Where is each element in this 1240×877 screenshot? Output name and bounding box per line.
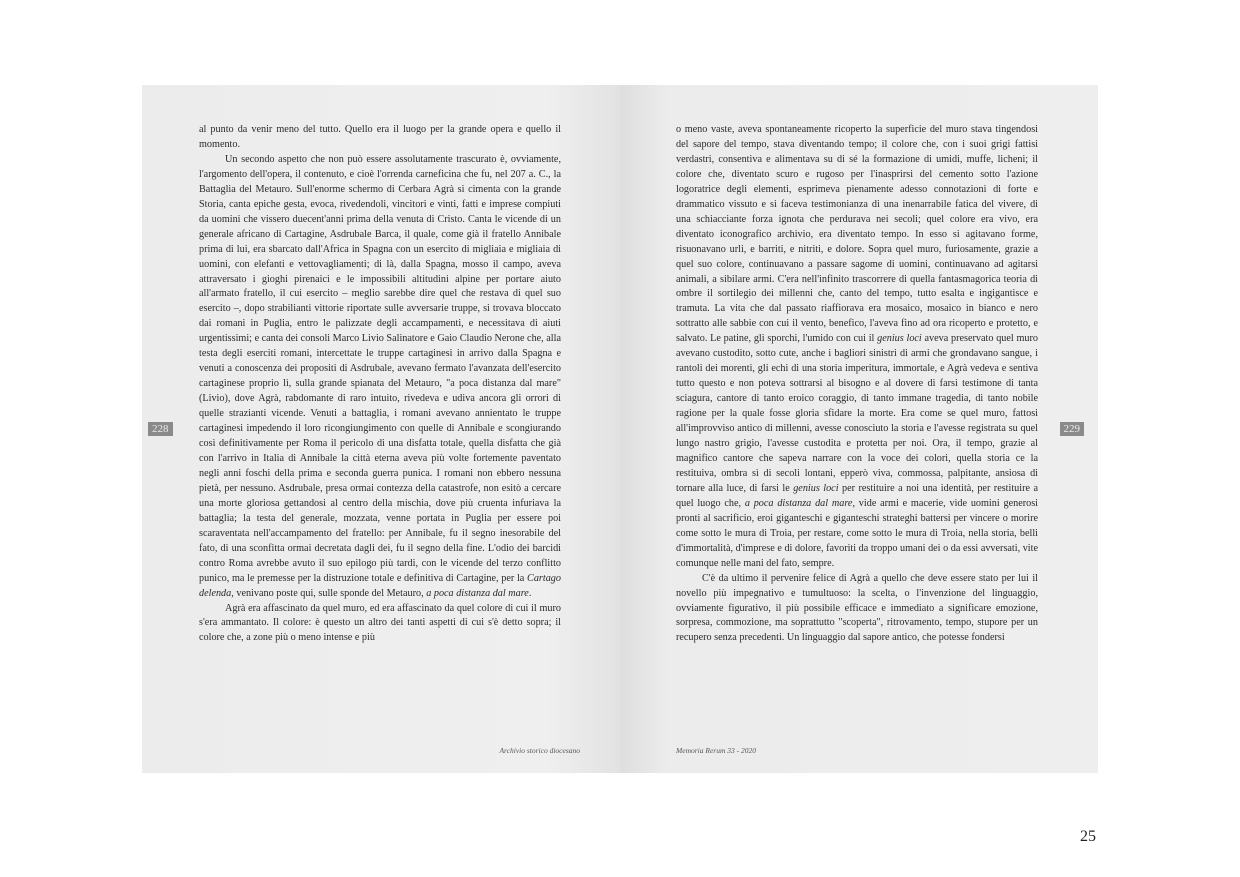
paragraph: al punto da venir meno del tutto. Quello era il luogo per la grande opera e quello il momento. [199,124,561,150]
left-page-number: 228 [148,422,173,436]
paragraph: Agrà era affascinato da quel muro, ed era affascinato da quel colore di cui il muro s'era ammantato. Il colore: è questo un altro dei tanti aspetti di cui s'è detto sopra; il colore che, a zone più o meno intense e più [199,602,561,644]
paragraph: o meno vaste, aveva spontaneamente ricoperto la superficie del muro stava tingendosi del sapore del tempo, stava diventando tempo; il colore che, con i suoi grigi fattisi verdastri, consentiva e alimentava su di sé la formazione di umidi, muffe, licheni; il colore che, diventato scuro e rugoso per l'inasprirsi del cemento sotto l'azione logoratrice degli elementi, esprimeva pienamente adesso connotazioni di forte e drammatico vissuto e si faceva testimonianza di una inenarrabile fatica del vivere, di una schiacciante forza ignota che perdurava nei secoli; quel colore era vivo, era diventato iconografico archivio, era diventato tempo. In esso si agitavano forme, risuonavano urli, e barriti, e nitriti, e dolore. Sopra quel muro, furiosamente, grazie a quel suo colore, continuavano a passare sagome di uomini, continuavano ad agitarsi animali, a sibilare armi. C'era nell'infinito trascorrere di quella fantasmagorica teoria di ombre il sortilegio dei millenni che, canto del tempo, tutto esalta e ingigantisce e tramuta. La vita che dal passato riaffiorava era mosaico, mosaico in bianco e nero sottratto alle sabbie con cui il vento, benefico, l'aveva fino ad ora ricoperto e protetto, e salvato. Le patine, gli sporchi, l'umido con cui il genius loci aveva preservato quel muro avevano custodito, sotto cute, anche i bagliori sinistri di armi che grondavano sangue, i rantoli dei morenti, gli echi di una storia imperitura, immortale, e Agrà vedeva e sentiva tutto questo e non poteva sottrarsi al bisogno e al dovere di farsi testimone di tanta sciagura, cantore di tanto eroico coraggio, di tanto immane tragedia, di tanto nobile ragione per la quale fosse gloria sfidare la morte. Era come se quel muro, fattosi all'improvviso antico di millenni, avesse conosciuto la storia e l'avesse registrata su quel lungo nastro grigio, l'avesse custodita e protetta per noi. Ora, il tempo, grazie al magnifico cantore che sapeva narrare con la voce dei colori, quella storia ce la restituiva, ombra sì di secoli lontani, epperò viva, commossa, palpitante, ansiosa di tornare alla luce, di farsi le genius loci per restituire a noi una identità, per restituire a quel luogo che, a poca distanza dal mare, vide armi e macerie, vide uomini generosi pronti al sacrificio, eroi giganteschi e giganteschi strateghi battersi per vincere o morire come sotto le mura di Troia, per restare, come sotto le mura di Troia, nella storia, belli d'immortalità, d'imprese e di dolore, favoriti da troppo umani dei o da essi avversati, vite comunque nelle mani del fato, sempre. [676,124,1038,569]
italic-phrase: genius loci [793,482,839,494]
scanned-book-spread [142,85,1098,773]
sheet-page-number: 25 [1080,828,1096,845]
paragraph: Un secondo aspetto che non può essere assolutamente trascurato è, ovviamente, l'argomento dell'opera, il contenuto, e cioè l'orrenda carneficina che fu, nel 207 a. C., la Battaglia del Metauro. Sull'enorme schermo di Cerbara Agrà si cimenta con la grande Storia, canta epiche gesta, evoca, rivedendoli, vincitori e vinti, fatti e imprese compiuti da uomini che vissero duecent'anni prima della venuta di Cristo. Canta le vicende di un generale africano di Cartagine, Asdrubale Barca, il quale, come già il fratello Annibale prima di lui, era sbarcato dall'Africa in Spagna con un esercito di migliaia e migliaia di uomini, con elefanti e vettovagliamenti; di là, dalla Spagna, mosso il campo, aveva attraversato i gioghi pirenaici e le impossibili altitudini alpine per portare aiuto all'armato fratello, il cui esercito – meglio sarebbe dire quel che restava di quel suo esercito –, dopo strabilianti vittorie riportate sulle avversarie truppe, si trovava bloccato dai romani in Puglia, entro le palizzate degli accampamenti, e necessitava di aiuti urgentissimi; e canta dei consoli Marco Livio Salinatore e Gaio Claudio Nerone che, alla testa degli eserciti romani, intercettate le truppe cartaginesi in arrivo dalla Spagna e venuti a conoscenza dei propositi di Asdrubale, avevano fermato l'avanzata dell'esercito cartaginese proprio lì, sulla grande spianata del Metauro, "a poca distanza dal mare" (Livio), dove Agrà, rabdomante di raro intuito, rivedeva e udiva ancora gli orrori di quelle strazianti vicende. Venuti a battaglia, i romani avevano annientato le truppe cartaginesi impedendo il loro ricongiungimento con quelle di Annibale e scongiurando così definitivamente per Roma il pericolo di una disfatta totale, quella disfatta che già con l'arrivo in Italia di Annibale la città eterna aveva più volte fortemente paventato negli anni foschi della prima e seconda guerra punica. I romani non ebbero nessuna pietà, per nessuno. Asdrubale, presa ormai contezza della catastrofe, non esitò a cercare una morte gloriosa gettandosi al centro della mischia, dove più cruenta infuriava la battaglia; la testa del generale, mozzata, venne portata in Puglia per essere poi scaraventata nell'accampamento del fratello: per Annibale, fu il segno inesorabile del fato, di una sconfitta ormai decretata dagli dei, fu il segno della fine. L'odio dei barcidi contro Roma avrebbe avuto il suo epilogo più tardi, con le vicende del terzo conflitto punico, ma le premesse per la distruzione totale e definitiva di Cartagine, per la Cartago delenda, venivano poste qui, sulle sponde del Metauro, a poca distanza dal mare. [199,153,561,599]
right-page [620,85,1098,773]
right-page-footer: Memoria Rerum 33 - 2020 [676,746,756,755]
left-page [142,85,620,773]
right-page-text [676,123,1038,646]
italic-phrase: a poca distanza dal mare [426,587,529,599]
left-page-footer: Archivio storico diocesano [499,746,580,755]
italic-phrase: a poca distanza dal mare [744,497,853,509]
italic-phrase: Cartago delenda [199,572,561,599]
left-page-text [199,123,561,646]
italic-phrase: genius loci [877,333,922,345]
paragraph: C'è da ultimo il pervenire felice di Agrà a quello che deve essere stato per lui il novello più impegnativo e tumultuoso: la scelta, o l'invenzione del linguaggio, ovviamente figurativo, il più possibile efficace e immediato a significare emozione, sorpresa, commozione, ma soprattutto "scoperta", ritrovamento, tempo, stupore per un recupero senza precedenti. Un linguaggio dal sapore antico, che potesse fondersi [676,572,1038,644]
right-page-number: 229 [1060,422,1085,436]
